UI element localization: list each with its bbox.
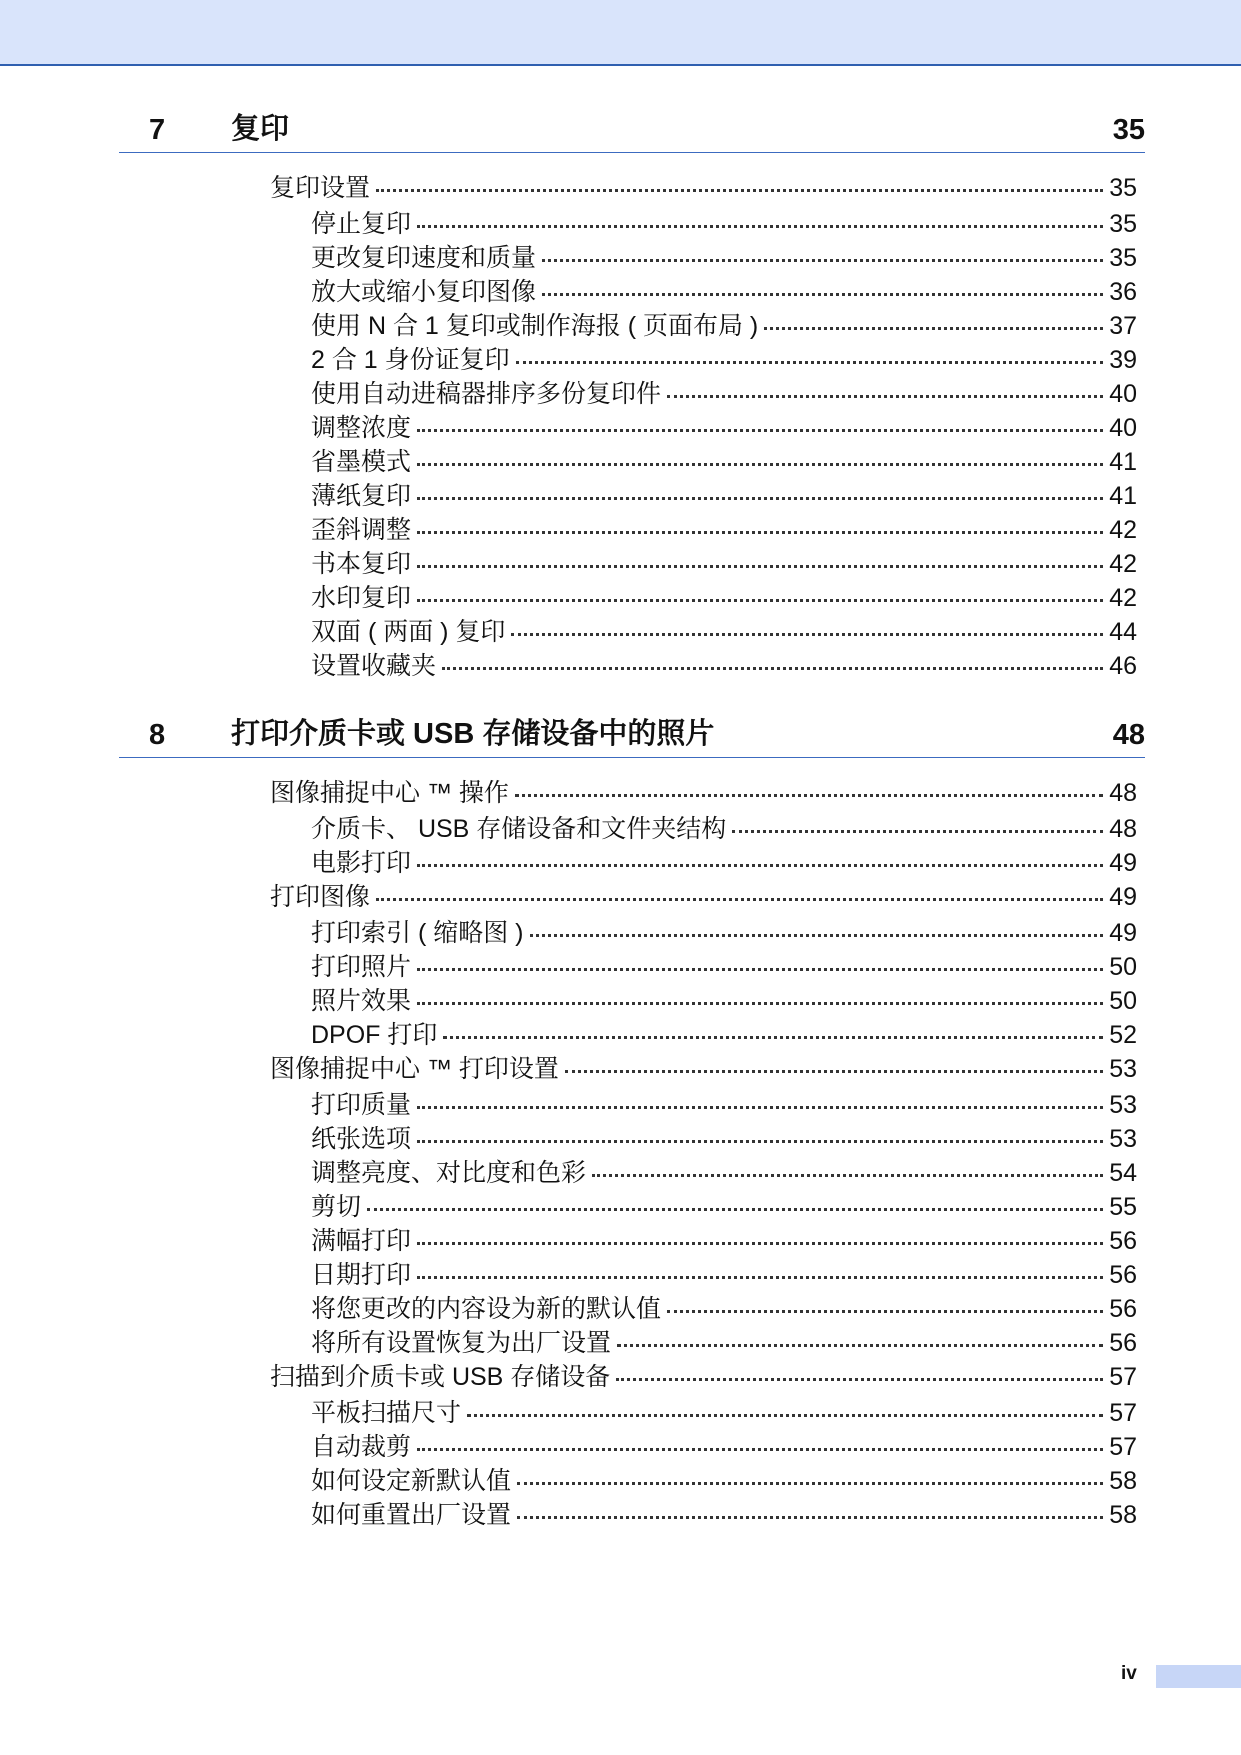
toc-entry-page: 42 bbox=[1109, 584, 1137, 612]
toc-entry-page: 36 bbox=[1109, 278, 1137, 306]
page-number: iv bbox=[1121, 1663, 1137, 1684]
toc-entry-page: 49 bbox=[1109, 849, 1137, 877]
toc-entry-page: 57 bbox=[1109, 1363, 1137, 1391]
toc-entry[interactable] bbox=[311, 950, 1137, 984]
toc-entry-label: 照片效果 bbox=[311, 987, 412, 1015]
toc-entry[interactable] bbox=[311, 615, 1137, 649]
toc-entry[interactable] bbox=[311, 1498, 1137, 1532]
toc-entry-page: 49 bbox=[1109, 919, 1137, 947]
dot-leader bbox=[417, 1448, 1103, 1451]
dot-leader bbox=[417, 497, 1103, 500]
toc-entry-label: 2 合 1 身份证复印 bbox=[311, 346, 510, 374]
toc-entry-page: 56 bbox=[1109, 1261, 1137, 1289]
dot-leader bbox=[417, 1106, 1103, 1109]
toc-entry-page: 49 bbox=[1109, 883, 1137, 911]
dot-leader bbox=[417, 864, 1103, 867]
dot-leader bbox=[732, 830, 1103, 833]
dot-leader bbox=[542, 293, 1103, 296]
chapter-heading bbox=[119, 717, 1145, 758]
toc-entry-label: 双面 ( 两面 ) 复印 bbox=[311, 618, 506, 646]
toc-entry-label: 薄纸复印 bbox=[311, 482, 412, 510]
toc-entry-label: 如何重置出厂设置 bbox=[311, 1501, 512, 1529]
dot-leader bbox=[517, 1482, 1103, 1485]
toc-entry[interactable] bbox=[311, 411, 1137, 445]
toc-entry-label: 自动裁剪 bbox=[311, 1433, 412, 1461]
toc-entry[interactable] bbox=[311, 1224, 1137, 1258]
toc-entry-label: 书本复印 bbox=[311, 550, 412, 578]
toc-entry-label: 水印复印 bbox=[311, 584, 412, 612]
toc-entry[interactable] bbox=[270, 776, 1137, 810]
toc-entry[interactable] bbox=[311, 1018, 1137, 1052]
toc-entry[interactable] bbox=[311, 479, 1137, 513]
dot-leader bbox=[515, 794, 1103, 797]
toc-entry-page: 54 bbox=[1109, 1159, 1137, 1187]
toc-entry-label: DPOF 打印 bbox=[311, 1021, 438, 1049]
toc-entry[interactable] bbox=[311, 984, 1137, 1018]
toc-entry-page: 58 bbox=[1109, 1501, 1137, 1529]
dot-leader bbox=[565, 1070, 1103, 1073]
chapter-title: 打印介质卡或 USB 存储设备中的照片 bbox=[231, 718, 715, 750]
toc-entry[interactable] bbox=[311, 1156, 1137, 1190]
toc-entry-page: 53 bbox=[1109, 1125, 1137, 1153]
toc-entry[interactable] bbox=[311, 649, 1137, 683]
toc-entry[interactable] bbox=[311, 846, 1137, 880]
dot-leader bbox=[467, 1414, 1103, 1417]
toc-entry-page: 56 bbox=[1109, 1329, 1137, 1357]
page-tab-marker bbox=[1156, 1665, 1241, 1688]
toc-entry-page: 44 bbox=[1109, 618, 1137, 646]
toc-entry-page: 55 bbox=[1109, 1193, 1137, 1221]
toc-entry-label: 调整浓度 bbox=[311, 414, 412, 442]
toc-entry-page: 41 bbox=[1109, 448, 1137, 476]
toc-entry-label: 如何设定新默认值 bbox=[311, 1467, 512, 1495]
toc-entry-label: 复印设置 bbox=[270, 174, 371, 202]
toc-entry-label: 设置收藏夹 bbox=[311, 652, 437, 680]
toc-entry[interactable] bbox=[311, 1464, 1137, 1498]
toc-entry-page: 48 bbox=[1109, 815, 1137, 843]
toc-entry-page: 35 bbox=[1109, 174, 1137, 202]
chapter-number: 7 bbox=[149, 114, 166, 146]
toc-entry-page: 35 bbox=[1109, 210, 1137, 238]
toc-entry-label: 打印照片 bbox=[311, 953, 412, 981]
toc-entry-page: 50 bbox=[1109, 953, 1137, 981]
dot-leader bbox=[417, 565, 1103, 568]
toc-entry-page: 57 bbox=[1109, 1399, 1137, 1427]
dot-leader bbox=[517, 1516, 1103, 1519]
toc-entry[interactable] bbox=[311, 343, 1137, 377]
toc-entry[interactable] bbox=[311, 1122, 1137, 1156]
dot-leader bbox=[443, 1036, 1103, 1039]
toc-entry-label: 平板扫描尺寸 bbox=[311, 1399, 462, 1427]
toc-entry-page: 40 bbox=[1109, 414, 1137, 442]
toc-entry[interactable] bbox=[311, 547, 1137, 581]
toc-entry-label: 日期打印 bbox=[311, 1261, 412, 1289]
toc-entry[interactable] bbox=[311, 1088, 1137, 1122]
toc-entry-page: 40 bbox=[1109, 380, 1137, 408]
toc-entry-page: 42 bbox=[1109, 516, 1137, 544]
toc-entry[interactable] bbox=[311, 1292, 1137, 1326]
toc-entry-label: 图像捕捉中心 ™ 操作 bbox=[270, 779, 509, 807]
dot-leader bbox=[442, 667, 1103, 670]
toc-entry-page: 48 bbox=[1109, 779, 1137, 807]
toc-entry-label: 打印质量 bbox=[311, 1091, 412, 1119]
toc-entry[interactable] bbox=[311, 207, 1137, 241]
dot-leader bbox=[376, 189, 1103, 192]
toc-entry-label: 介质卡、 USB 存储设备和文件夹结构 bbox=[311, 815, 727, 843]
toc-entry-page: 53 bbox=[1109, 1091, 1137, 1119]
dot-leader bbox=[417, 463, 1103, 466]
toc-entry[interactable] bbox=[311, 1326, 1137, 1360]
dot-leader bbox=[511, 633, 1103, 636]
chapter-title: 复印 bbox=[231, 113, 290, 145]
dot-leader bbox=[592, 1174, 1103, 1177]
toc-entry[interactable] bbox=[311, 812, 1137, 846]
toc-entry-page: 42 bbox=[1109, 550, 1137, 578]
toc-entry-label: 放大或缩小复印图像 bbox=[311, 278, 537, 306]
toc-entry[interactable] bbox=[311, 241, 1137, 275]
toc-entry-page: 52 bbox=[1109, 1021, 1137, 1049]
toc-entry-label: 打印索引 ( 缩略图 ) bbox=[311, 919, 524, 947]
toc-entry-page: 53 bbox=[1109, 1055, 1137, 1083]
dot-leader bbox=[764, 327, 1103, 330]
toc-entry[interactable] bbox=[311, 1430, 1137, 1464]
toc-entry[interactable] bbox=[270, 880, 1137, 914]
toc-entry-label: 将您更改的内容设为新的默认值 bbox=[311, 1295, 662, 1323]
dot-leader bbox=[376, 898, 1103, 901]
header-band bbox=[0, 0, 1241, 66]
toc-entry[interactable] bbox=[311, 1396, 1137, 1430]
toc-entry-label: 使用 N 合 1 复印或制作海报 ( 页面布局 ) bbox=[311, 312, 759, 340]
dot-leader bbox=[667, 1310, 1103, 1313]
toc-entry[interactable] bbox=[311, 309, 1137, 343]
toc-entry-page: 37 bbox=[1109, 312, 1137, 340]
toc-entry-label: 省墨模式 bbox=[311, 448, 412, 476]
dot-leader bbox=[417, 1002, 1103, 1005]
dot-leader bbox=[417, 531, 1103, 534]
dot-leader bbox=[617, 1344, 1103, 1347]
toc-entry-label: 满幅打印 bbox=[311, 1227, 412, 1255]
toc-entry[interactable] bbox=[270, 1360, 1137, 1394]
toc-entry[interactable] bbox=[311, 275, 1137, 309]
dot-leader bbox=[417, 599, 1103, 602]
dot-leader bbox=[417, 1140, 1103, 1143]
dot-leader bbox=[367, 1208, 1103, 1211]
toc-entry-label: 打印图像 bbox=[270, 883, 371, 911]
toc-entry-page: 35 bbox=[1109, 244, 1137, 272]
toc-entry-label: 将所有设置恢复为出厂设置 bbox=[311, 1329, 612, 1357]
dot-leader bbox=[417, 225, 1103, 228]
toc-entry-page: 57 bbox=[1109, 1433, 1137, 1461]
dot-leader bbox=[417, 429, 1103, 432]
toc-entry[interactable] bbox=[311, 513, 1137, 547]
toc-entry-label: 使用自动进稿器排序多份复印件 bbox=[311, 380, 662, 408]
dot-leader bbox=[530, 934, 1104, 937]
toc-entry-page: 41 bbox=[1109, 482, 1137, 510]
toc-entry-page: 58 bbox=[1109, 1467, 1137, 1495]
toc-entry-page: 39 bbox=[1109, 346, 1137, 374]
dot-leader bbox=[417, 1242, 1103, 1245]
toc-entry[interactable] bbox=[311, 1190, 1137, 1224]
toc-entry[interactable] bbox=[311, 916, 1137, 950]
toc-entry-label: 电影打印 bbox=[311, 849, 412, 877]
dot-leader bbox=[616, 1378, 1103, 1381]
chapter-heading bbox=[119, 112, 1145, 153]
toc-entry[interactable] bbox=[311, 581, 1137, 615]
toc-entry[interactable] bbox=[311, 377, 1137, 411]
toc-entry-label: 纸张选项 bbox=[311, 1125, 412, 1153]
toc-entry-label: 停止复印 bbox=[311, 210, 412, 238]
toc-entry[interactable] bbox=[270, 1052, 1137, 1086]
chapter-number: 8 bbox=[149, 719, 166, 751]
toc-entry-page: 46 bbox=[1109, 652, 1137, 680]
dot-leader bbox=[516, 361, 1104, 364]
toc-entry-page: 50 bbox=[1109, 987, 1137, 1015]
dot-leader bbox=[417, 1276, 1103, 1279]
dot-leader bbox=[542, 259, 1103, 262]
chapter-page: 35 bbox=[1112, 114, 1145, 146]
toc-entry[interactable] bbox=[270, 171, 1137, 205]
dot-leader bbox=[667, 395, 1103, 398]
toc-entry[interactable] bbox=[311, 445, 1137, 479]
toc-entry-label: 剪切 bbox=[311, 1193, 362, 1221]
toc-entry-page: 56 bbox=[1109, 1227, 1137, 1255]
toc-entry-page: 56 bbox=[1109, 1295, 1137, 1323]
dot-leader bbox=[417, 968, 1103, 971]
toc-entry-label: 调整亮度、对比度和色彩 bbox=[311, 1159, 587, 1187]
toc-entry-label: 图像捕捉中心 ™ 打印设置 bbox=[270, 1055, 559, 1083]
toc-entry-label: 更改复印速度和质量 bbox=[311, 244, 537, 272]
toc-entry-label: 歪斜调整 bbox=[311, 516, 412, 544]
toc-entry[interactable] bbox=[311, 1258, 1137, 1292]
chapter-page: 48 bbox=[1112, 719, 1145, 751]
toc-entry-label: 扫描到介质卡或 USB 存储设备 bbox=[270, 1363, 611, 1391]
